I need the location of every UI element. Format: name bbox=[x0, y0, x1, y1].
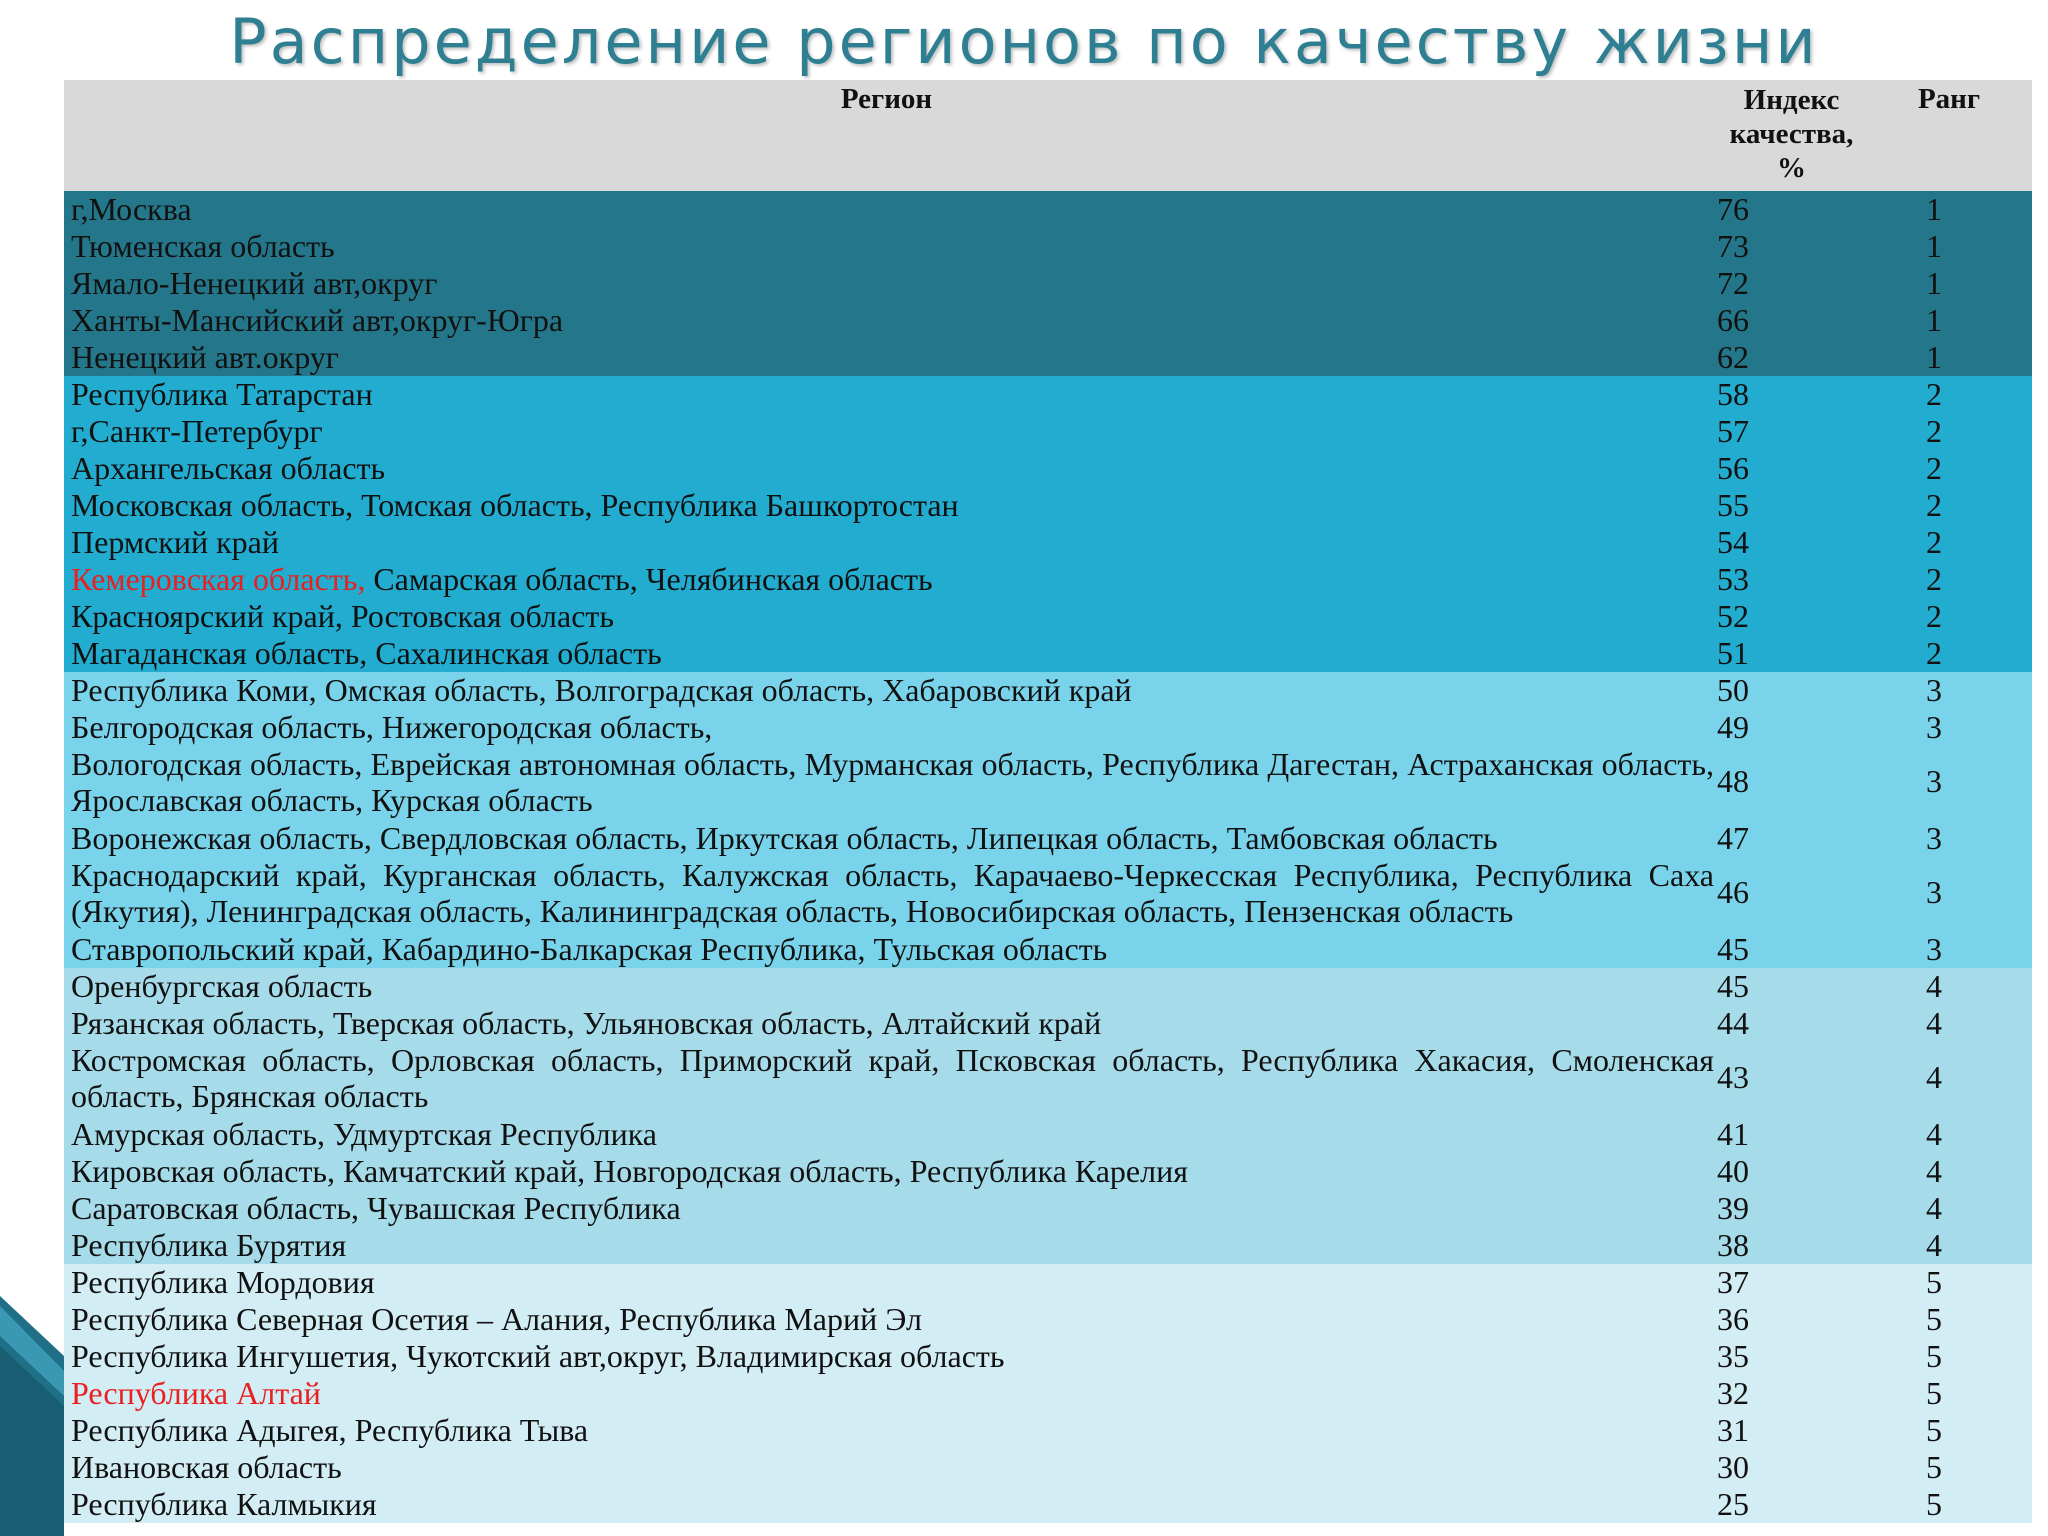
table-row: Костромская область, Орловская область, Приморский край, Псковская область, Республика Хакасия, Смоленская область, Брянская область 43 4 bbox=[71, 1042, 1942, 1114]
table-row: Республика Калмыкия 25 5 bbox=[71, 1486, 1942, 1522]
table-row: Вологодская область, Еврейская автономная область, Мурманская область, Республика Дагестан, Астраханская область, Ярославская область, Курская область 48 3 bbox=[71, 746, 1942, 818]
highlighted-region: Республика Алтай bbox=[71, 1375, 321, 1411]
rank-group-3 bbox=[64, 672, 2032, 968]
page-title: Распределение регионов по качеству жизни bbox=[229, 5, 1819, 78]
rank-group-4 bbox=[64, 968, 2032, 1264]
table-row: Республика Северная Осетия – Алания, Республика Марий Эл 36 5 bbox=[71, 1301, 1942, 1337]
table-row: Магаданская область, Сахалинская область 51 2 bbox=[71, 635, 1942, 671]
table-row: Краснодарский край, Курганская область, Калужская область, Карачаево-Черкесская Республика, Республика Саха (Якутия), Ленинградская область, Калининградская область, Новосибирская область, Пензенская область 46 3 bbox=[71, 857, 1942, 929]
table-row: Рязанская область, Тверская область, Ульяновская область, Алтайский край 44 4 bbox=[71, 1005, 1942, 1041]
table-row: Ненецкий авт.округ 62 1 bbox=[71, 339, 1942, 375]
table-row: Ставропольский край, Кабардино-Балкарская Республика, Тульская область 45 3 bbox=[71, 931, 1942, 967]
rank-group-1 bbox=[64, 191, 2032, 376]
table-row: Ивановская область 30 5 bbox=[71, 1449, 1942, 1485]
rank-group-5 bbox=[64, 1264, 2032, 1523]
table-row: г,Санкт-Петербург 57 2 bbox=[71, 413, 1942, 449]
table-row: Оренбургская область 45 4 bbox=[71, 968, 1942, 1004]
table-row: Республика Ингушетия, Чукотский авт,округ, Владимирская область 35 5 bbox=[71, 1338, 1942, 1374]
table-row: Республика Алтай 32 5 bbox=[71, 1375, 1942, 1411]
table-header bbox=[64, 80, 2032, 191]
table-row: Кировская область, Камчатский край, Новгородская область, Республика Карелия 40 4 bbox=[71, 1153, 1942, 1189]
table-row: Республика Бурятия 38 4 bbox=[71, 1227, 1942, 1263]
quality-of-life-table bbox=[64, 80, 2032, 1523]
table-row: Ханты-Мансийский авт,округ-Югра 66 1 bbox=[71, 302, 1942, 338]
table-row: Республика Коми, Омская область, Волгоградская область, Хабаровский край 50 3 bbox=[71, 672, 1942, 708]
table-row: Ямало-Ненецкий авт,округ 72 1 bbox=[71, 265, 1942, 301]
table-row: Московская область, Томская область, Республика Башкортостан 55 2 bbox=[71, 487, 1942, 523]
table-row: Красноярский край, Ростовская область 52 2 bbox=[71, 598, 1942, 634]
table-row: Воронежская область, Свердловская область, Иркутская область, Липецкая область, Тамбовская область 47 3 bbox=[71, 820, 1942, 856]
rank-group-2 bbox=[64, 376, 2032, 672]
table-row: Саратовская область, Чувашская Республика 39 4 bbox=[71, 1190, 1942, 1226]
column-header-index: Индекс качества, % bbox=[1729, 84, 1854, 184]
table-row: Республика Татарстан 58 2 bbox=[71, 376, 1942, 412]
column-header-region: Регион bbox=[840, 83, 933, 115]
table-row: Республика Мордовия 37 5 bbox=[71, 1264, 1942, 1300]
table-row: г,Москва 76 1 bbox=[71, 191, 1942, 227]
table-row: Белгородская область, Нижегородская область, 49 3 bbox=[71, 709, 1942, 745]
table-row: Архангельская область 56 2 bbox=[71, 450, 1942, 486]
decorative-corner-shape bbox=[0, 1246, 64, 1536]
column-header-rank: Ранг bbox=[1917, 83, 1981, 115]
table-row: Пермский край 54 2 bbox=[71, 524, 1942, 560]
table-row: Республика Адыгея, Республика Тыва 31 5 bbox=[71, 1412, 1942, 1448]
table-row: Тюменская область 73 1 bbox=[71, 228, 1942, 264]
table-row: Амурская область, Удмуртская Республика 41 4 bbox=[71, 1116, 1942, 1152]
table-row: Кемеровская область, Самарская область, Челябинская область 53 2 bbox=[71, 561, 1942, 597]
highlighted-region: Кемеровская область, bbox=[71, 561, 366, 597]
